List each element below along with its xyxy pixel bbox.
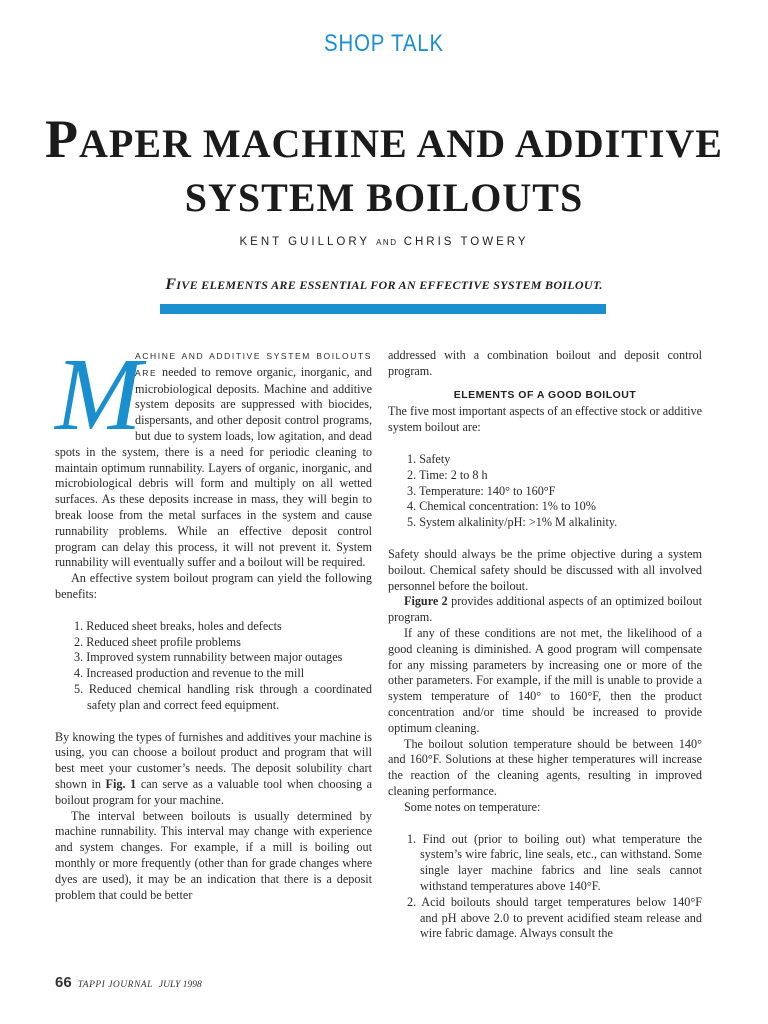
continuation-paragraph: addressed with a combination boilout and deposit control program. bbox=[388, 348, 702, 378]
drop-cap: M bbox=[55, 337, 142, 452]
elements-intro: The five most important aspects of an effective stock or additive system boilout are: bbox=[388, 404, 702, 435]
benefits-list bbox=[55, 619, 372, 714]
deck-initial: F bbox=[165, 276, 177, 293]
figure-1-reference: Fig. 1 bbox=[105, 776, 137, 791]
figure-2-reference: Figure 2 bbox=[404, 594, 448, 609]
title-rule bbox=[160, 304, 606, 314]
list-item: 5. System alkalinity/pH: >1% M alkalinity. bbox=[407, 515, 618, 530]
list-item: 1. Find out (prior to boiling out) what temperature the system’s wire fabric, line seals, etc., can withstand. Some single layer machine fabrics and line seals cannot withstand temperatures above 140°F. bbox=[407, 831, 702, 893]
left-column bbox=[55, 337, 373, 903]
page-footer bbox=[55, 974, 202, 992]
list-item: 2. Acid boilouts should target temperatures below 140°F and pH above 2.0 to prevent acidified steam release and wire fabric damage. Always consult the bbox=[407, 894, 702, 941]
interval-paragraph: The interval between boilouts is usually determined by machine runnability. This interval may change with experience and system changes. For example, if a mill is boiling out monthly or more frequently (other than for grade changes where dyes are used), it may be an indication that there is a deposit problem that could be better bbox=[55, 808, 372, 902]
furnish-paragraph bbox=[55, 730, 372, 809]
list-item: 1. Reduced sheet breaks, holes and defects bbox=[74, 618, 282, 633]
section-tag: SHOP TALK bbox=[324, 30, 444, 57]
author-2: CHRIS TOWERY bbox=[403, 236, 529, 248]
notes-intro: Some notes on temperature: bbox=[404, 799, 541, 814]
figure-2-text: provides additional aspects of an optimized boilout program. bbox=[388, 594, 702, 625]
elements-list bbox=[388, 452, 702, 531]
byline-conjunction: AND bbox=[376, 238, 398, 247]
list-item: 4. Increased production and revenue to the mill bbox=[74, 666, 305, 681]
author-1: KENT GUILLORY bbox=[239, 236, 370, 248]
journal-name: TAPPI JOURNAL bbox=[77, 980, 153, 990]
issue-date: JULY 1998 bbox=[158, 980, 202, 990]
furnish-text-a: By knowing the types of furnishes and additives your machine is using, you can choose a boilout product and program that will best meet your customer’s needs. The deposit solubility chart shown in bbox=[55, 729, 372, 791]
benefits-intro: An effective system boilout program can yield the following benefits: bbox=[55, 571, 372, 601]
furnish-text-b: can serve as a valuable tool when choosing a boilout program for your machine. bbox=[55, 776, 372, 807]
list-item: 4. Chemical concentration: 1% to 10% bbox=[407, 499, 596, 514]
deck-text: IVE ELEMENTS ARE ESSENTIAL FOR AN EFFECTIVE SYSTEM BOILOUT. bbox=[176, 278, 603, 292]
byline bbox=[0, 236, 768, 248]
list-item: 3. Temperature: 140° to 160°F bbox=[407, 483, 556, 498]
page-number: 66 bbox=[55, 974, 72, 991]
intro-text: needed to remove organic, inorganic, and microbiological deposits. Machine and additive system deposits are suppressed with biocides, dispersants, and other deposit control programs, but due to system loads, low agitation, and dead spots in the system, there is a need for periodic cleaning to maintain optimum runnability. Layers of organic, inorganic, and microbiological debris will form and multiply on all wetted surfaces. As these deposits increase in mass, they will begin to break loose from the metal surfaces in the system and cause runnability problems. While an effective deposit control program can delay this process, it will not prevent it. System runnability will eventually suffer and a boilout will be required. bbox=[55, 364, 373, 570]
title-line2: SYSTEM BOILOUTS bbox=[184, 175, 584, 220]
intro-lead: ACHINE AND ADDITIVE SYSTEM BOILOUTS ARE bbox=[135, 351, 372, 378]
list-item: 3. Improved system runnability between major outages bbox=[74, 650, 343, 665]
title-initial: P bbox=[45, 109, 80, 169]
temperature-notes-list bbox=[388, 832, 702, 943]
figure-2-paragraph bbox=[388, 594, 702, 626]
list-item: 2. Time: 2 to 8 h bbox=[407, 467, 488, 482]
conditions-paragraph: If any of these conditions are not met, the likelihood of a good cleaning is diminished. A good program will compensate for any missing parameters by increasing one or more of the other parameters. For example, if the mill is unable to provide a system temperature of 140° to 160°F, then the product concentration and/or time should be increased to provide optimum cleaning. bbox=[388, 625, 702, 735]
list-item: 2. Reduced sheet profile problems bbox=[74, 634, 241, 649]
article-title bbox=[0, 109, 768, 225]
title-line1: APER MACHINE AND ADDITIVE bbox=[79, 121, 723, 166]
list-item: 1. Safety bbox=[407, 451, 451, 466]
section-heading: ELEMENTS OF A GOOD BOILOUT bbox=[453, 388, 637, 401]
article-deck bbox=[0, 276, 768, 294]
right-column bbox=[388, 348, 702, 942]
temperature-paragraph: The boilout solution temperature should be between 140° and 160°F. Solutions at these higher temperatures will increase the reaction of the cleaning agents, resulting in improved cleaning performance. bbox=[388, 736, 702, 798]
list-item: 5. Reduced chemical handling risk through a coordinated safety plan and correct feed equipment. bbox=[74, 681, 372, 712]
safety-paragraph: Safety should always be the prime objective during a system boilout. Chemical safety should be discussed with all involved personnel before the boilout. bbox=[388, 546, 702, 593]
